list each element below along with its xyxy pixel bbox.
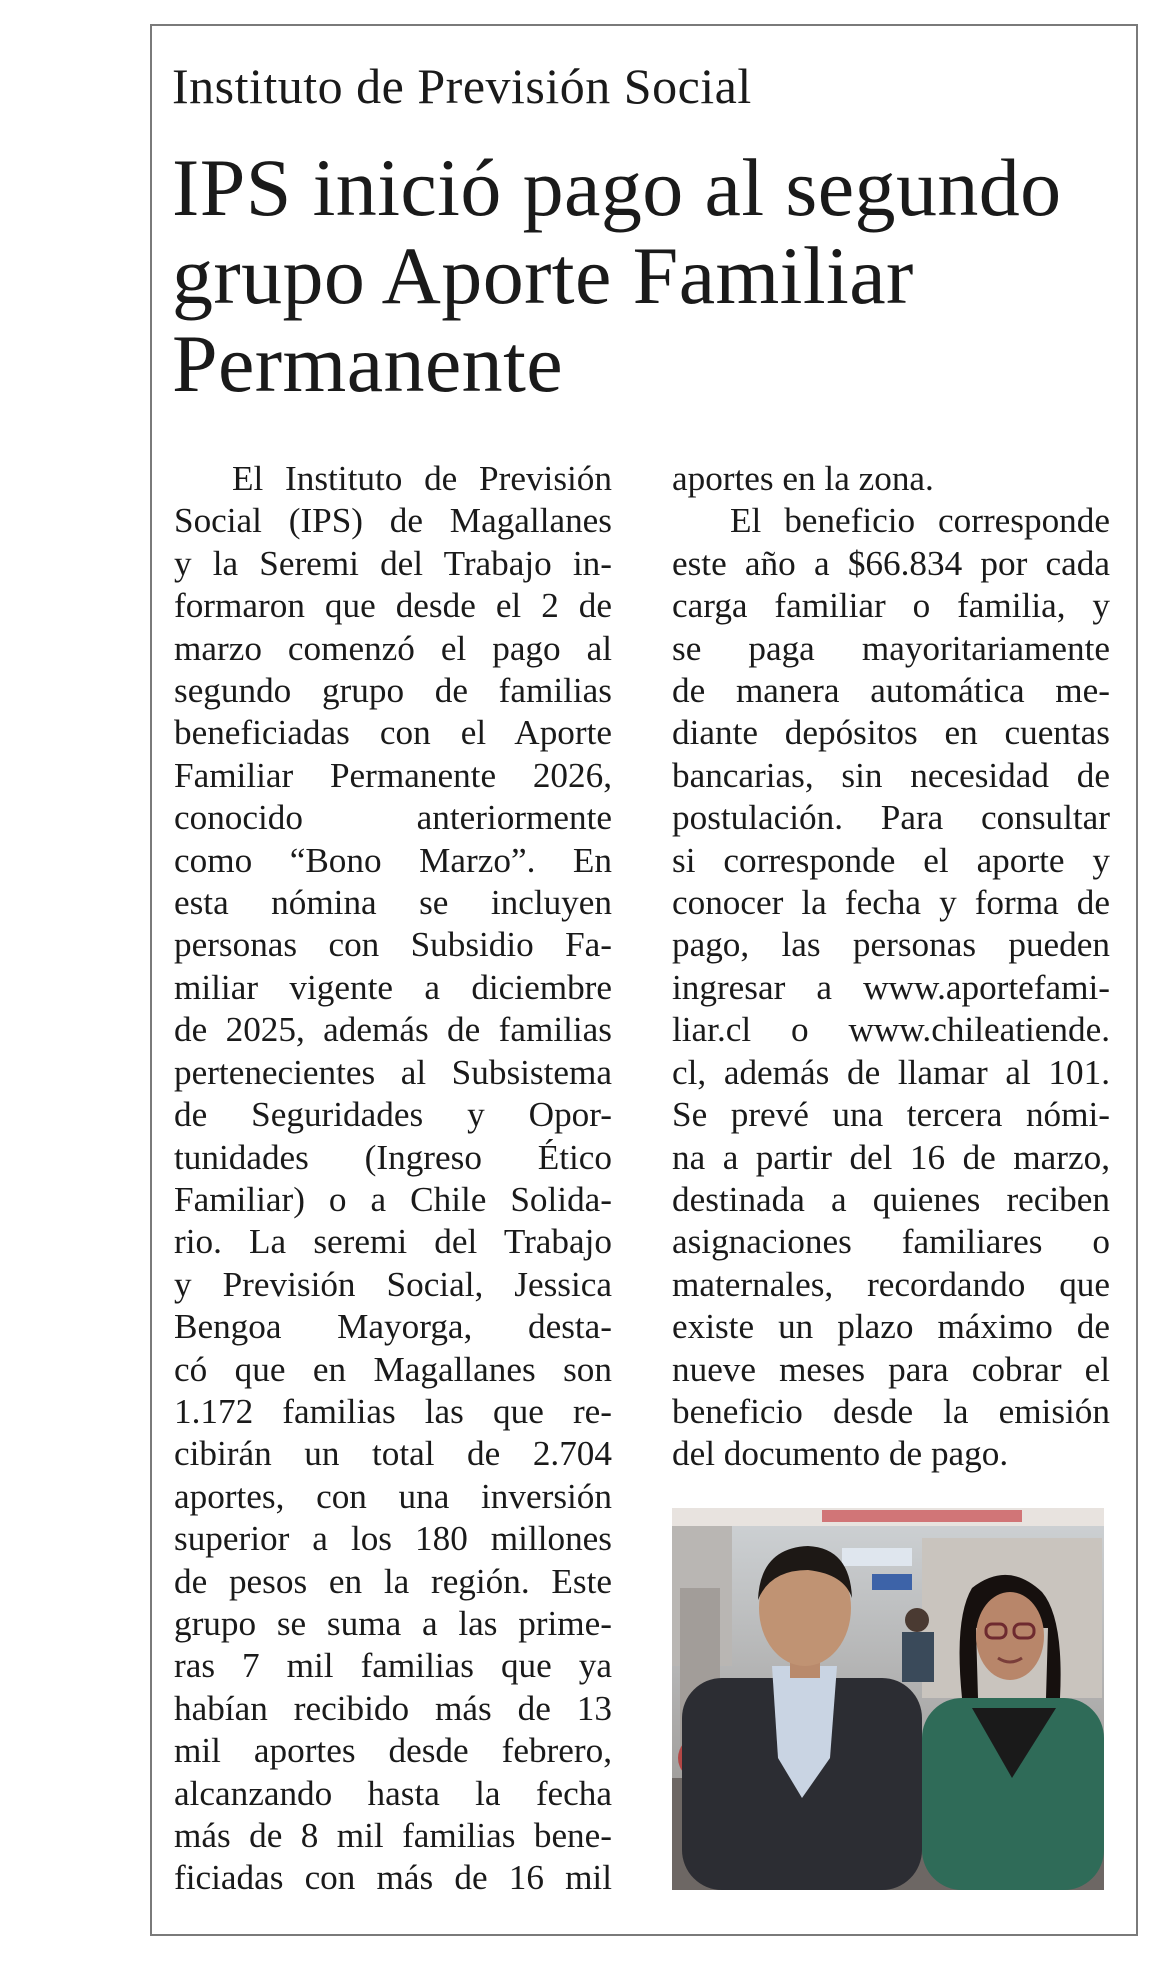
body-line: formaron que desde el 2 de xyxy=(174,586,612,626)
body-line: cibirán un total de 2.704 xyxy=(174,1434,612,1474)
body-column-left xyxy=(174,458,612,1900)
photo-two-people-icon xyxy=(672,1508,1104,1890)
body-line: maternales, recordando que xyxy=(672,1264,1110,1304)
body-line: carga familiar o familia, y xyxy=(672,586,1110,626)
body-line: destinada a quienes reciben xyxy=(672,1179,1110,1219)
body-line: bancarias, sin necesidad de xyxy=(672,755,1110,795)
body-line: nueve meses para cobrar el xyxy=(672,1349,1110,1389)
body-column-right xyxy=(672,458,1110,1476)
body-line: Social (IPS) de Magallanes xyxy=(174,501,612,541)
body-line: asignaciones familiares o xyxy=(672,1222,1110,1262)
body-line: na a partir del 16 de marzo, xyxy=(672,1137,1110,1177)
section-kicker: Instituto de Previsión Social xyxy=(172,58,752,114)
body-line: El beneficio corresponde xyxy=(730,501,1110,541)
body-line: alcanzando hasta la fecha xyxy=(174,1773,612,1813)
body-line: conocer la fecha y forma de xyxy=(672,883,1110,923)
body-line: segundo grupo de familias xyxy=(174,671,612,711)
headline-line: Permanente xyxy=(172,318,564,409)
headline-line: IPS inició pago al segundo xyxy=(172,142,1062,233)
body-line: miliar vigente a diciembre xyxy=(174,967,612,1007)
body-line: pertenecientes al Subsistema xyxy=(174,1052,612,1092)
body-line: como “Bono Marzo”. En xyxy=(174,840,612,880)
body-line: rio. La seremi del Trabajo xyxy=(174,1222,612,1262)
body-line: y la Seremi del Trabajo in- xyxy=(174,543,612,583)
body-line: y Previsión Social, Jessica xyxy=(174,1264,612,1304)
body-line: El Instituto de Previsión xyxy=(232,459,612,498)
body-line: se paga mayoritariamente xyxy=(672,628,1110,668)
headline xyxy=(172,144,1112,408)
body-line: có que en Magallanes son xyxy=(174,1349,612,1389)
body-line: esta nómina se incluyen xyxy=(174,883,612,923)
body-line: grupo se suma a las prime- xyxy=(174,1603,612,1643)
body-line: aportes en la zona. xyxy=(672,459,934,498)
body-line: marzo comenzó el pago al xyxy=(174,628,612,668)
body-line: ficiadas con más de 16 mil xyxy=(174,1858,612,1898)
body-line: postulación. Para consultar xyxy=(672,798,1110,838)
body-line: habían recibido más de 13 xyxy=(174,1688,612,1728)
body-line: más de 8 mil familias bene- xyxy=(174,1816,612,1855)
body-line: si corresponde el aporte y xyxy=(672,840,1110,880)
body-line: aportes, con una inversión xyxy=(174,1476,612,1516)
body-line: del documento de pago. xyxy=(672,1434,1009,1474)
body-line: superior a los 180 millones xyxy=(174,1519,612,1559)
body-line: beneficio desde la emisión xyxy=(672,1391,1110,1431)
body-line: diante depósitos en cuentas xyxy=(672,713,1110,753)
body-line: tunidades (Ingreso Ético xyxy=(174,1137,612,1177)
body-line: de manera automática me- xyxy=(672,671,1110,711)
body-line: ras 7 mil familias que ya xyxy=(174,1646,612,1686)
body-line: Bengoa Mayorga, desta- xyxy=(174,1307,612,1347)
body-line: Se prevé una tercera nómi- xyxy=(672,1095,1110,1135)
body-line: mil aportes desde febrero, xyxy=(174,1731,612,1771)
body-line: personas con Subsidio Fa- xyxy=(174,925,612,965)
body-line: conocido anteriormente xyxy=(174,798,612,838)
article-photo xyxy=(672,1508,1104,1890)
body-line: ingresar a www.aportefami- xyxy=(672,967,1110,1007)
body-line: pago, las personas pueden xyxy=(672,925,1110,965)
body-line: de pesos en la región. Este xyxy=(174,1561,612,1601)
body-line: beneficiadas con el Aporte xyxy=(174,713,612,753)
body-line: Familiar Permanente 2026, xyxy=(174,755,612,795)
body-line: de Seguridades y Opor- xyxy=(174,1095,612,1135)
body-line: existe un plazo máximo de xyxy=(672,1307,1110,1347)
headline-line: grupo Aporte Familiar xyxy=(172,230,914,321)
body-line: de 2025, además de familias xyxy=(174,1010,612,1050)
body-line: Familiar) o a Chile Solida- xyxy=(174,1179,612,1219)
body-line: 1.172 familias las que re- xyxy=(174,1391,612,1431)
body-line: cl, además de llamar al 101. xyxy=(672,1052,1110,1092)
body-line: este año a $66.834 por cada xyxy=(672,543,1110,583)
body-line: liar.cl o www.chileatiende. xyxy=(672,1010,1110,1050)
